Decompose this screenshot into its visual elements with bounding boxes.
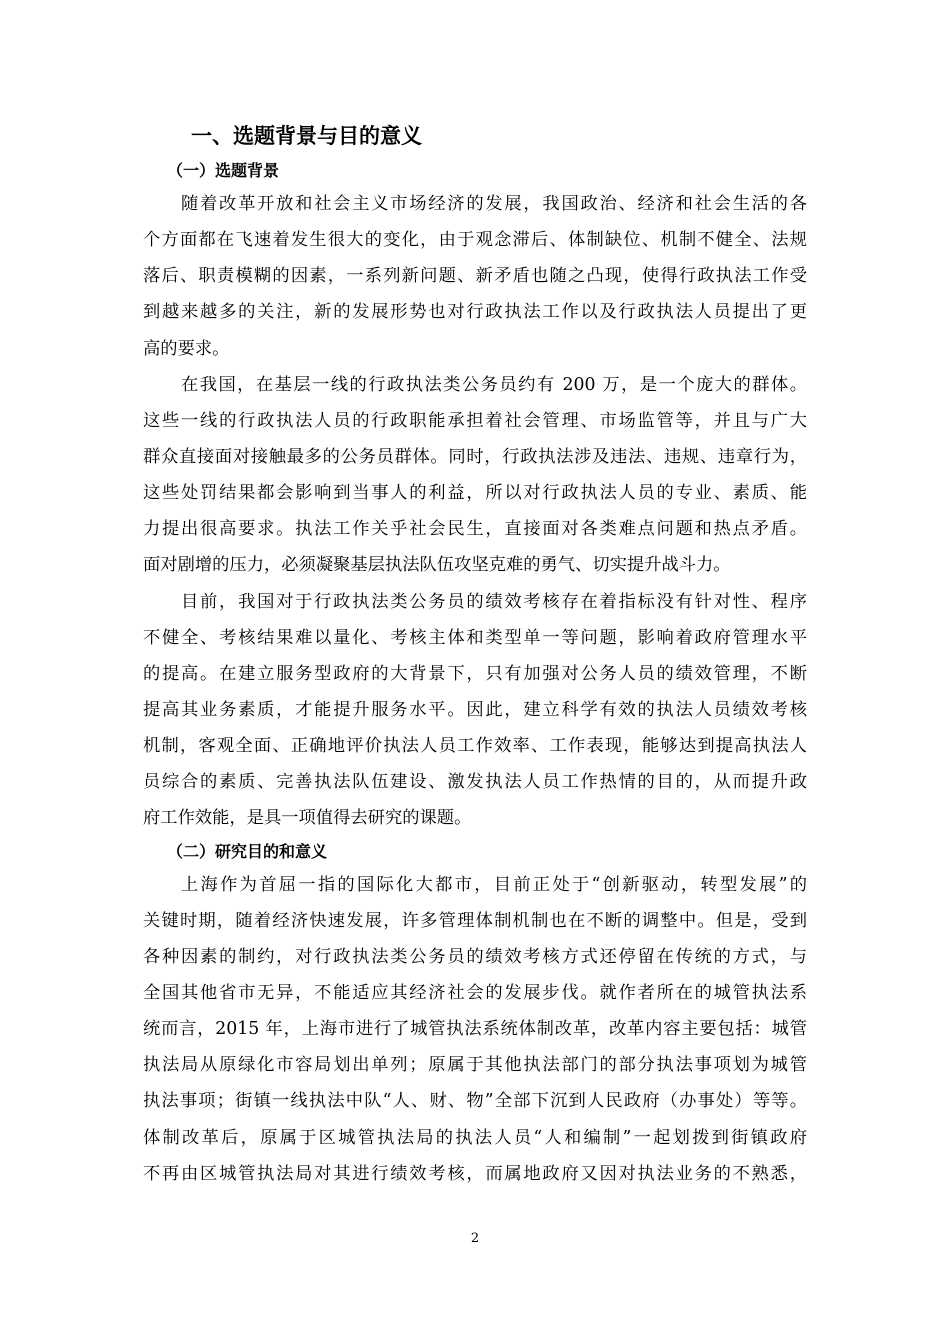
text-line: 在我国，在基层一线的行政执法类公务员约有 200 万，是一个庞大的群体。 (181, 374, 807, 395)
text-line: 不健全、考核结果难以量化、考核主体和类型单一等问题，影响着政府管理水平 (143, 627, 807, 648)
section-heading-purpose: （二）研究目的和意义 (167, 841, 328, 861)
text-line: 目前，我国对于行政执法类公务员的绩效考核存在着指标没有针对性、程序 (181, 591, 807, 612)
text-line: 群众直接面对接触最多的公务员群体。同时，行政执法涉及违法、违规、违章行为， (143, 446, 807, 467)
paragraph-background-3 (143, 584, 807, 837)
paragraph-background-1 (143, 186, 807, 367)
text-line: 提高其业务素质，才能提升服务水平。因此，建立科学有效的执法人员绩效考核 (143, 699, 807, 720)
text-line: 机制，客观全面、正确地评价执法人员工作效率、工作表现，能够达到提高执法人 (143, 736, 807, 757)
text-line: 不再由区城管执法局对其进行绩效考核，而属地政府又因对执法业务的不熟悉， (143, 1163, 807, 1184)
paragraph-purpose-1 (143, 867, 807, 1192)
text-line: 上海作为首屈一指的国际化大都市，目前正处于“创新驱动，转型发展”的 (181, 874, 807, 895)
text-line: 府工作效能，是具一项值得去研究的课题。 (143, 808, 472, 829)
text-line: 高的要求。 (143, 338, 230, 359)
text-line: 各种因素的制约，对行政执法类公务员的绩效考核方式还停留在传统的方式，与 (143, 946, 807, 967)
text-line: 体制改革后，原属于区城管执法局的执法人员“人和编制”一起划拨到街镇政府 (143, 1127, 807, 1148)
text-line: 面对剧增的压力，必须凝聚基层执法队伍攻坚克难的勇气、切实提升战斗力。 (143, 555, 731, 576)
text-line: 的提高。在建立服务型政府的大背景下，只有加强对公务人员的绩效管理，不断 (143, 663, 807, 684)
document-body (143, 116, 807, 1192)
text-line: 执法局从原绿化市容局划出单列；原属于其他执法部门的部分执法事项划为城管 (143, 1055, 807, 1076)
text-line: 落后、职责模糊的因素，一系列新问题、新矛盾也随之凸现，使得行政执法工作受 (143, 266, 807, 287)
text-line: 随着改革开放和社会主义市场经济的发展，我国政治、经济和社会生活的各 (181, 194, 807, 214)
text-line: 执法事项；街镇一线执法中队“人、财、物”全部下沉到人民政府（办事处）等等。 (143, 1091, 807, 1112)
paragraph-background-2 (143, 367, 807, 584)
page-number: 2 (470, 1231, 480, 1246)
text-line: 到越来越多的关注，新的发展形势也对行政执法工作以及行政执法人员提出了更 (143, 302, 807, 323)
text-line: 关键时期，随着经济快速发展，许多管理体制机制也在不断的调整中。但是，受到 (143, 910, 807, 931)
text-line: 这些处罚结果都会影响到当事人的利益，所以对行政执法人员的专业、素质、能 (143, 483, 807, 504)
text-line: 全国其他省市无异，不能适应其经济社会的发展步伐。就作者所在的城管执法系 (143, 982, 807, 1003)
text-line: 个方面都在飞速着发生很大的变化，由于观念滞后、体制缺位、机制不健全、法规 (143, 230, 807, 251)
section-heading-background: （一）选题背景 (167, 161, 280, 180)
text-line: 统而言，2015 年，上海市进行了城管执法系统体制改革，改革内容主要包括：城管 (143, 1019, 807, 1040)
text-line: 力提出很高要求。执法工作关乎社会民生，直接面对各类难点问题和热点矛盾。 (143, 519, 807, 540)
text-line: 这些一线的行政执法人员的行政职能承担着社会管理、市场监管等，并且与广大 (143, 410, 807, 431)
chapter-heading: 一、选题背景与目的意义 (191, 124, 422, 148)
text-line: 员综合的素质、完善执法队伍建设、激发执法人员工作热情的目的，从而提升政 (143, 772, 807, 793)
